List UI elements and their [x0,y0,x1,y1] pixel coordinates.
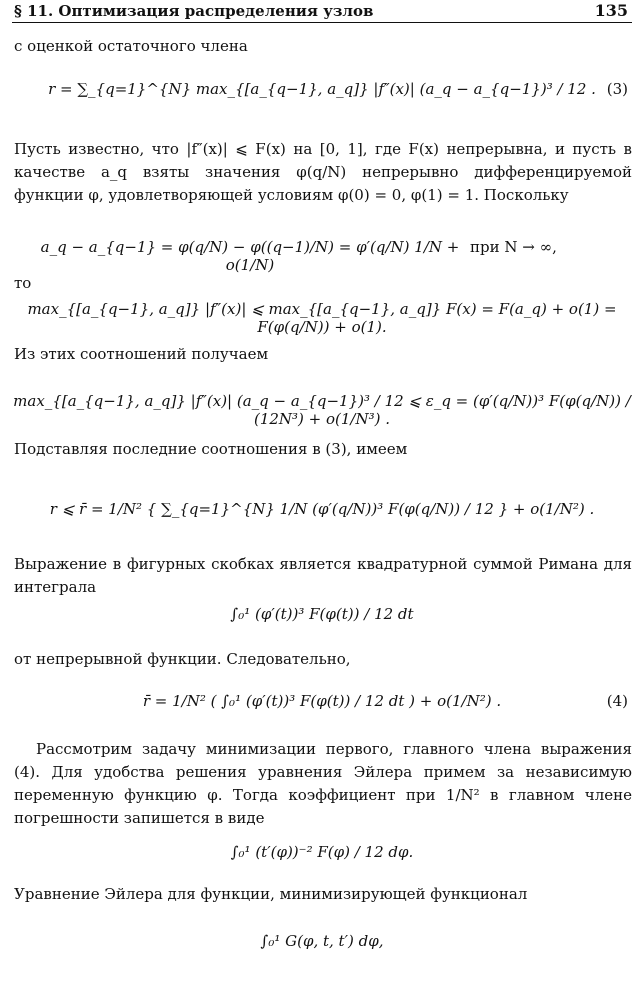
equation-integral: ∫₀¹ (φ′(t))³ F(φ(t)) / 12 dt [230,605,414,623]
equation-4: r̄ = 1/N² ( ∫₀¹ (φ′(t))³ F(φ(t)) / 12 dt ) + o(1/N²) . [142,692,502,710]
equation-max-bound: max_{[a_{q−1}, a_q]} |f″(x)| ⩽ max_{[a_{q−1}, a_q]} F(x) = F(a_q) + o(1) = F(φ(q/N)) + o(1). [27,300,617,336]
paragraph-2: Пусть известно, что |f″(x)| ⩽ F(x) на [0, 1], где F(x) непрерывна, и пусть в качестве a_q взяты значения φ(q/N) непрерывно дифференцируемой функции φ, удовлетворяющей условиям φ(0) = 0, φ(1) = 1. Поскольку [14,140,632,204]
equation-functional-coefficient: ∫₀¹ (t′(φ))⁻² F(φ) / 12 dφ. [230,843,414,861]
paragraph-8: Рассмотрим задачу минимизации первого, главного члена выражения (4). Для удобства решения уравнения Эйлера примем за независимую переменную функцию φ. Тогда коэффициент при 1/N² в главном члене погрешности запишется в виде [14,740,632,827]
paragraph-7: от непрерывной функции. Следовательно, [14,650,351,668]
header-rule [12,22,632,23]
paragraph-6: Выражение в фигурных скобках является квадратурной суммой Римана для интеграла [14,555,632,596]
paragraph-9: Уравнение Эйлера для функции, минимизирующей функционал [14,885,528,903]
equation-3: r = ∑_{q=1}^{N} max_{[a_{q−1}, a_q]} |f″(x)| (a_q − a_{q−1})³ / 12 . [48,80,596,98]
paragraph-4: Из этих соотношений получаем [14,345,269,363]
running-header-title: § 11. Оптимизация распределения узлов [14,2,374,20]
equation-number-4: (4) [606,692,628,710]
equation-difference-body: a_q − a_{q−1} = φ(q/N) − φ((q−1)/N) = φ′(q/N) 1/N + o(1/N) [40,238,460,274]
equation-functional: ∫₀¹ G(φ, t, t′) dφ, [260,932,384,950]
equation-difference-suffix: при N → ∞, [470,238,557,256]
equation-epsilon: max_{[a_{q−1}, a_q]} |f″(x)| (a_q − a_{q−1})³ / 12 ⩽ ε_q = (φ′(q/N))³ F(φ(q/N)) / (12N³) + o(1/N³) . [13,392,631,428]
equation-number-3: (3) [606,80,628,98]
equation-difference [20,238,480,274]
paragraph-1: с оценкой остаточного члена [14,37,248,55]
paragraph-5: Подставляя последние соотношения в (3), имеем [14,440,408,458]
paragraph-3: то [14,274,32,292]
equation-r-bar-sum: r ⩽ r̄ = 1/N² { ∑_{q=1}^{N} 1/N (φ′(q/N))³ F(φ(q/N)) / 12 } + o(1/N²) . [49,500,595,518]
page-number: 135 [594,1,628,20]
